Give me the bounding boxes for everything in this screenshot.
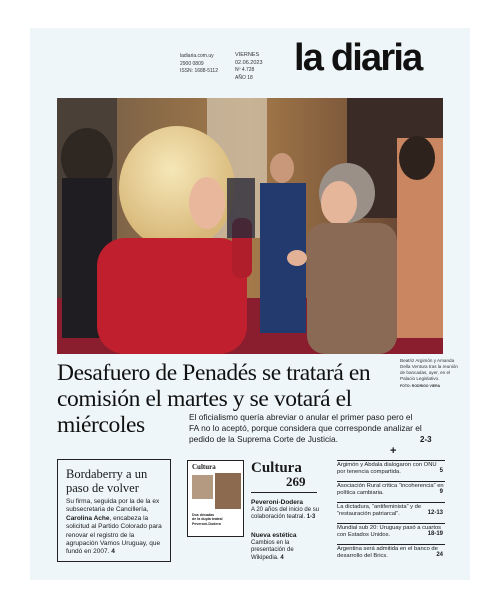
issn-text: ISSN: 1688-5112 — [180, 68, 218, 74]
index-item[interactable] — [337, 460, 445, 476]
index-item[interactable] — [337, 481, 445, 497]
thumb-photo — [215, 473, 241, 509]
index-item-text: Argentina será admitida en el banco de desarrollo del Brics. — [337, 546, 438, 560]
date-text: 02.06.2023 — [235, 59, 263, 66]
cultura-item[interactable] — [251, 499, 321, 522]
secondary-body-name: Carolina Ache — [66, 514, 110, 522]
masthead-date — [235, 52, 263, 82]
photo-credit: FOTO: RODRIGO VIERA — [400, 384, 441, 388]
thumb-line-3: Peveroni-Dodera — [192, 521, 221, 526]
lead-photo-image — [57, 98, 443, 354]
cultura-item-page: 4 — [280, 554, 284, 561]
index-item-page: 24 — [436, 552, 443, 559]
website-text: ladiaria.com.uy — [180, 53, 214, 59]
secondary-body — [66, 498, 166, 557]
lead-headline[interactable]: Desafuero de Penadés se tratará en comisión el martes y se votará el miércoles — [57, 360, 371, 438]
thumb-line-2: de la dupla teatral — [192, 517, 223, 522]
lead-page-ref: 2-3 — [420, 435, 432, 444]
index-item[interactable] — [337, 544, 445, 560]
cultura-item[interactable] — [251, 532, 321, 562]
cultura-section-title: Cultura — [251, 460, 302, 476]
cultura-item-text: Cambios en la presentación de Wikipedia. — [251, 539, 294, 561]
secondary-page-ref: 4 — [111, 548, 115, 556]
lead-photo — [57, 98, 443, 354]
index-item-page: 9 — [439, 489, 443, 496]
thumb-photo-left — [192, 475, 213, 499]
issue-text: Nº 4.728 — [235, 67, 255, 73]
weekday-text: VIERNES — [235, 52, 260, 58]
cultura-divider — [251, 492, 317, 493]
thumb-header: Cultura — [192, 463, 216, 471]
photo-caption — [400, 358, 460, 389]
masthead-contact — [180, 53, 218, 76]
index-item[interactable] — [337, 523, 445, 539]
phone-text: 2900 0809 — [180, 60, 204, 67]
cultura-issue-number: 269 — [286, 474, 306, 489]
index-item-page: 5 — [439, 468, 443, 475]
caption-text: Beatriz Argimón y Amanda Della Ventura tras la reunión de bancadas, ayer, en el Palacio Legislativo. — [400, 358, 458, 381]
secondary-story[interactable] — [57, 459, 171, 562]
cultura-item-title: Nueva estética — [251, 532, 297, 539]
index-item-text: Argimón y Abdala dialogaron con ONU por tenencia compartida. — [337, 462, 437, 476]
newspaper-front-page — [30, 28, 470, 580]
index-plus-icon: + — [390, 445, 397, 457]
index-item-text: La dictadura, “antifeminista” y de “restauración patriarcal”. — [337, 504, 422, 518]
cultura-supplement-thumbnail[interactable] — [187, 460, 244, 537]
index-item-text: Mundial sub 20: Uruguay pasó a cuartos con Estados Unidos. — [337, 525, 442, 539]
cultura-item-title: Peveroni-Dodera — [251, 499, 304, 506]
thumb-title — [192, 513, 242, 526]
index-item[interactable] — [337, 502, 445, 518]
lead-summary: El oficialismo quería abreviar o anular el primer paso pero el FA no lo aceptó, porque considera que corresponde analizar el pedido de la Suprema Corte de Justicia. — [189, 412, 422, 444]
cultura-item-text: A 20 años del inicio de su colaboración teatral. — [251, 506, 320, 520]
index-item-page: 12-13 — [427, 510, 443, 517]
cultura-item-page: 1-3 — [306, 514, 316, 520]
secondary-body-end: , encabeza la solicitud al Partido Colorado para renovar el registro de la agrupación Vamos Uruguay, que fundó en 2007. — [66, 514, 162, 556]
thumb-line-1: Dos décadas — [192, 513, 215, 517]
index-item-text: Asociación Rural critica “incoherencia” en política cambiaria. — [337, 483, 444, 497]
newspaper-logo: la diaria — [294, 37, 422, 79]
year-text: AÑO 18 — [235, 74, 253, 81]
index-item-page: 18-19 — [427, 531, 443, 538]
secondary-headline: Bordaberry a un paso de volver — [66, 467, 148, 495]
secondary-body-start: Su firma, seguida por la de la ex subsecretaria de Cancillería, — [66, 498, 160, 514]
